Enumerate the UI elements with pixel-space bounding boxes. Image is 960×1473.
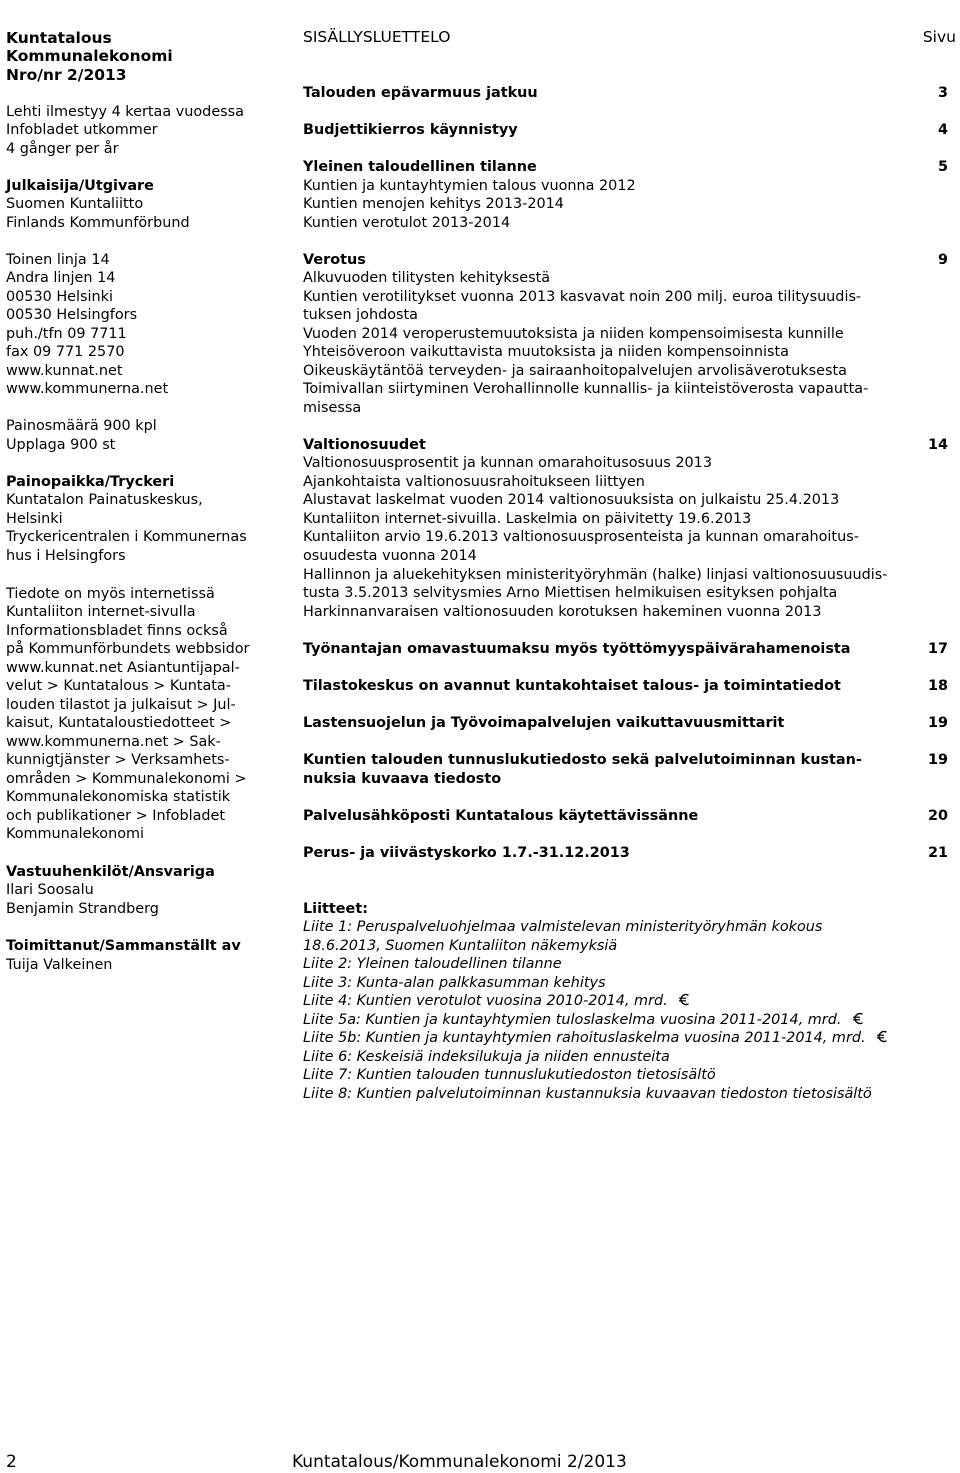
text-line: www.kommunerna.net > Sak- [6, 734, 221, 750]
toc-subentry: Vuoden 2014 veroperustemuutoksista ja niiden kompensoimisesta kunnille [303, 326, 844, 342]
text-line: Tiedote on myös internetissä [6, 586, 215, 602]
text-line: www.kommunerna.net [6, 381, 169, 397]
toc-subentry: Yhteisöveroon vaikuttavista muutoksista ja niiden kompensoinnista [303, 344, 789, 360]
toc-subentry: Valtionosuusprosentit ja kunnan omarahoitusosuus 2013 [303, 455, 712, 471]
attachment-item: Liite 2: Yleinen taloudellinen tilanne [303, 956, 562, 972]
text-line: Tryckericentralen i Kommunernas [6, 529, 247, 545]
text-line: Ilari Soosalu [6, 882, 94, 898]
toc-subentry: Kuntien verotulot 2013-2014 [303, 215, 511, 231]
toc-subentry: Toimivallan siirtyminen Verohallinnolle kunnallis- ja kiinteistöverosta vapautta- [303, 381, 869, 397]
publisher-label: Julkaisija/Utgivare [6, 178, 154, 194]
text-line: Suomen Kuntaliitto [6, 196, 144, 212]
toc-subentry: Hallinnon ja aluekehityksen ministerityöryhmän (halke) linjasi valtionosuusuudis- [303, 567, 888, 583]
attachment-item: Liite 8: Kuntien palvelutoiminnan kustannuksia kuvaavan tiedoston tietosisältö [303, 1086, 872, 1102]
attachment-item: Liite 3: Kunta-alan palkkasumman kehitys [303, 975, 606, 991]
text-line: velut > Kuntatalous > Kuntata- [6, 678, 231, 694]
text-line: Informationsbladet finns också [6, 623, 228, 639]
attachment-item: Liite 7: Kuntien talouden tunnuslukutiedoston tietosisältö [303, 1067, 716, 1083]
toc-subentry: Kuntaliiton internet-sivuilla. Laskelmia on päivitetty 19.6.2013 [303, 511, 752, 527]
toc-subentry: Alkuvuoden tilitysten kehityksestä [303, 270, 551, 286]
toc-entry-page: 9 [937, 252, 948, 268]
text-line: områden > Kommunalekonomi > [6, 771, 247, 787]
attachment-item: Liite 6: Keskeisiä indeksilukuja ja niiden ennusteita [303, 1049, 670, 1065]
text-line: hus i Helsingfors [6, 548, 126, 564]
attachment-item [303, 1011, 865, 1029]
attachment-item: 18.6.2013, Suomen Kuntaliiton näkemyksiä [303, 938, 618, 954]
text-line: Kommunalekonomiska statistik [6, 789, 231, 805]
attachment-item [303, 992, 691, 1010]
toc-subentry: Ajankohtaista valtionosuusrahoitukseen liittyen [303, 474, 645, 490]
euro-icon [852, 1012, 865, 1025]
toc-entry-title: Kuntien talouden tunnuslukutiedosto sekä palvelutoiminnan kustan- [303, 752, 862, 768]
toc-subentry: Alustavat laskelmat vuoden 2014 valtionosuuksista on julkaistu 25.4.2013 [303, 492, 840, 508]
toc-subentry: Kuntien ja kuntayhtymien talous vuonna 2012 [303, 178, 636, 194]
toc-subentry: osuudesta vuonna 2014 [303, 548, 477, 564]
text-line: 00530 Helsingfors [6, 307, 138, 323]
toc-entry-title: Verotus [303, 252, 366, 268]
masthead-line: Kommunalekonomi [6, 47, 173, 65]
text-line: Kommunalekonomi [6, 826, 145, 842]
text-line: Upplaga 900 st [6, 437, 116, 453]
toc-entry-title: Työnantajan omavastuumaksu myös työttömyyspäivärahamenoista [303, 641, 851, 657]
toc-entry-title: Budjettikierros käynnistyy [303, 122, 518, 138]
toc-entry-page: 14 [927, 437, 948, 453]
text-line: fax 09 771 2570 [6, 344, 125, 360]
text-line: kaisut, Kuntataloustiedotteet > [6, 715, 232, 731]
toc-subentry: Kuntien menojen kehitys 2013-2014 [303, 196, 564, 212]
editor-label: Toimittanut/Sammanställt av [6, 938, 241, 954]
responsible-label: Vastuuhenkilöt/Ansvariga [6, 864, 215, 880]
toc-entry-title: Yleinen taloudellinen tilanne [303, 159, 537, 175]
text-line: Toinen linja 14 [6, 252, 110, 268]
toc-entry-page: 18 [927, 678, 948, 694]
toc-entry-page: 5 [937, 159, 948, 175]
toc-entry-page: 19 [927, 752, 948, 768]
toc-subentry: Kuntaliiton arvio 19.6.2013 valtionosuusprosenteista ja kunnan omarahoitus- [303, 529, 859, 545]
toc-entry-page: 19 [927, 715, 948, 731]
toc-entry-page: 20 [927, 808, 948, 824]
text-line: Helsinki [6, 511, 63, 527]
toc-entry-title: Talouden epävarmuus jatkuu [303, 85, 538, 101]
toc-page-label: Sivu [922, 28, 956, 46]
attachments-heading: Liitteet: [303, 901, 368, 917]
toc-entry-page: 21 [927, 845, 948, 861]
footer-publication: Kuntatalous/Kommunalekonomi 2/2013 [292, 1452, 627, 1472]
toc-subentry: tuksen johdosta [303, 307, 418, 323]
toc-entry-page: 4 [937, 122, 948, 138]
euro-icon [678, 993, 691, 1006]
text-line: på Kommunförbundets webbsidor [6, 641, 250, 657]
text-line: Benjamin Strandberg [6, 901, 159, 917]
toc-entry-title: Tilastokeskus on avannut kuntakohtaiset talous- ja toimintatiedot [303, 678, 841, 694]
toc-entry-page: 3 [937, 85, 948, 101]
text-line: Andra linjen 14 [6, 270, 116, 286]
text-line: www.kunnat.net Asiantuntijapal- [6, 660, 240, 676]
toc-subentry: Oikeuskäytäntöä terveyden- ja sairaanhoitopalvelujen arvolisäverotuksesta [303, 363, 847, 379]
toc-subentry: Kuntien verotilitykset vuonna 2013 kasvavat noin 200 milj. euroa tilitysuudis- [303, 289, 862, 305]
attachment-item: Liite 1: Peruspalveluohjelmaa valmistelevan ministerityöryhmän kokous [303, 919, 823, 935]
text-line: Infobladet utkommer [6, 122, 158, 138]
text-line: Lehti ilmestyy 4 kertaa vuodessa [6, 104, 244, 120]
masthead-line: Nro/nr 2/2013 [6, 66, 127, 84]
text-line: Kuntatalon Painatuskeskus, [6, 492, 203, 508]
text-line: Tuija Valkeinen [6, 957, 113, 973]
printer-label: Painopaikka/Tryckeri [6, 474, 175, 490]
page-number: 2 [6, 1452, 17, 1472]
attachment-item-text: Liite 5b: Kuntien ja kuntayhtymien rahoituslaskelma vuosina 2011-2014, mrd. [303, 1030, 866, 1046]
toc-entry-title-continued: nuksia kuvaava tiedosto [303, 771, 502, 787]
text-line: Painosmäärä 900 kpl [6, 418, 157, 434]
euro-icon [876, 1030, 889, 1043]
text-line: kunnigtjänster > Verksamhets- [6, 752, 230, 768]
text-line: www.kunnat.net [6, 363, 123, 379]
text-line: Kuntaliiton internet-sivulla [6, 604, 196, 620]
attachment-item [303, 1029, 889, 1047]
toc-subentry: Harkinnanvaraisen valtionosuuden korotuksen hakeminen vuonna 2013 [303, 604, 822, 620]
text-line: och publikationer > Infobladet [6, 808, 226, 824]
text-line: Finlands Kommunförbund [6, 215, 190, 231]
attachment-item-text: Liite 4: Kuntien verotulot vuosina 2010-2014, mrd. [303, 993, 668, 1009]
text-line: puh./tfn 09 7711 [6, 326, 127, 342]
toc-subentry: tusta 3.5.2013 selvitysmies Arno Miettisen helmikuisen esityksen pohjalta [303, 585, 838, 601]
toc-subentry: misessa [303, 400, 362, 416]
toc-heading: SISÄLLYSLUETTELO [303, 28, 451, 46]
toc-entry-title: Perus- ja viivästyskorko 1.7.-31.12.2013 [303, 845, 630, 861]
toc-entry-title: Lastensuojelun ja Työvoimapalvelujen vaikuttavuusmittarit [303, 715, 785, 731]
text-line: louden tilastot ja julkaisut > Jul- [6, 697, 236, 713]
toc-entry-title: Palvelusähköposti Kuntatalous käytettävissänne [303, 808, 699, 824]
toc-entry-page: 17 [927, 641, 948, 657]
masthead-line: Kuntatalous [6, 29, 112, 47]
toc-entry-title: Valtionosuudet [303, 437, 426, 453]
attachment-item-text: Liite 5a: Kuntien ja kuntayhtymien tuloslaskelma vuosina 2011-2014, mrd. [303, 1012, 842, 1028]
text-line: 00530 Helsinki [6, 289, 113, 305]
text-line: 4 gånger per år [6, 141, 119, 157]
